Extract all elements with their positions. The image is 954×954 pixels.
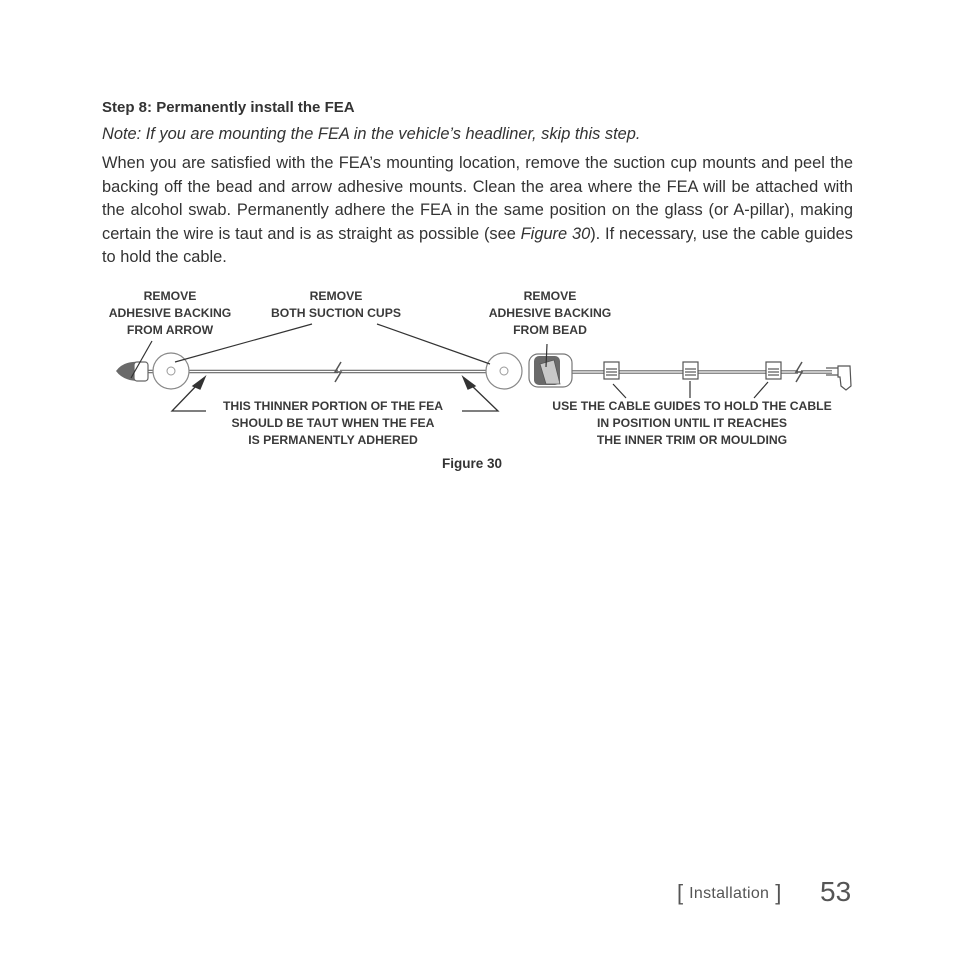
- callout-line: THIS THINNER PORTION OF THE FEA: [222, 399, 444, 413]
- connector-plug: [826, 366, 851, 390]
- cable-guide: [766, 362, 781, 379]
- callout-line: ADHESIVE BACKING: [488, 306, 612, 320]
- callout-line: REMOVE: [523, 289, 577, 303]
- page-number: 53: [820, 876, 852, 907]
- callout-line: BOTH SUCTION CUPS: [270, 306, 401, 320]
- callout-line: USE THE CABLE GUIDES TO HOLD THE CABLE: [552, 399, 832, 413]
- paragraph-text-after: ). If necessary, use the cable guides to hold the cable.: [102, 224, 853, 266]
- cable-guide: [683, 362, 698, 379]
- callout-line: ADHESIVE BACKING: [108, 306, 232, 320]
- callout-line: IS PERMANENTLY ADHERED: [248, 433, 418, 447]
- footer-open-bracket: [: [677, 880, 684, 905]
- figure-caption: Figure 30: [442, 456, 503, 471]
- figure-reference: Figure 30: [520, 224, 591, 243]
- footer-section-name: Installation: [689, 885, 770, 902]
- callout-line: FROM BEAD: [513, 323, 587, 337]
- callout-line: THE INNER TRIM OR MOULDING: [596, 433, 788, 447]
- paragraph-text-before: When you are satisfied with the FEA’s mounting location, remove the suction cup mounts and peel the backing off the bead and arrow adhesive mounts. Clean the area where the FEA will be attached with the alcohol swab. Permanently adhere the FEA in the same position on the glass (or A-pillar), making certain the wire is taut and is as straight as possible (see: [102, 154, 853, 243]
- suction-cup-right: [486, 353, 522, 389]
- arrow-adhesive-mount: [116, 362, 148, 381]
- step-note: Note: If you are mounting the FEA in the vehicle’s headliner, skip this step.: [102, 125, 641, 143]
- callout-line: IN POSITION UNTIL IT REACHES: [596, 416, 788, 430]
- step-title: Permanently install the FEA: [156, 99, 355, 116]
- cable-guide: [604, 362, 619, 379]
- footer-section-label: [677, 880, 781, 906]
- step-label: Step 8:: [102, 99, 153, 116]
- footer-close-bracket: ]: [775, 880, 782, 905]
- suction-cup-left: [153, 353, 189, 389]
- callout-line: SHOULD BE TAUT WHEN THE FEA: [231, 416, 435, 430]
- callout-line: REMOVE: [143, 289, 197, 303]
- cable-break-symbol: [796, 362, 802, 382]
- cable-break-symbol: [335, 362, 341, 382]
- callout-line: REMOVE: [309, 289, 363, 303]
- callout-leader-lines: [131, 324, 768, 398]
- bead-adhesive-mount: [529, 354, 572, 387]
- callout-line: FROM ARROW: [126, 323, 214, 337]
